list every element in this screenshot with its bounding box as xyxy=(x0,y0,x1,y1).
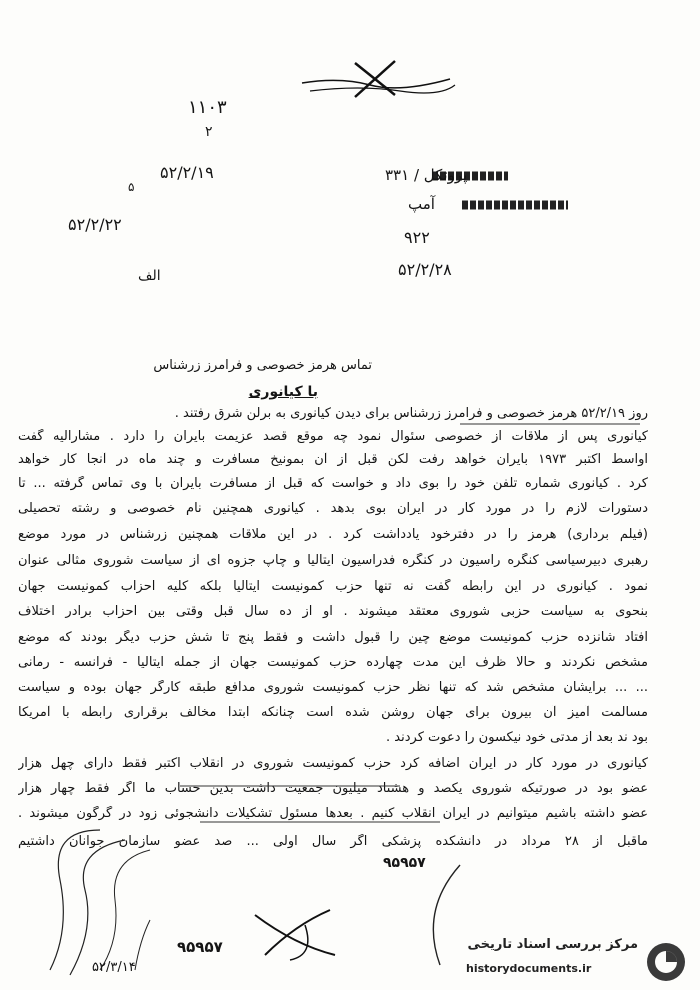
code-number: ۹۲۲ xyxy=(404,228,430,247)
body-line: عضو بود در صورتیکه شوروی یکصد و هشتاد میلیون جمعیت داشت بدین حساب ما اگر فقط چهار هزار xyxy=(18,781,648,796)
body-line: افتاد شانزده حزب کمونیست موضع چین را قبول داشت و فقط پنج تا شش حزب دیگر بودند که موضع xyxy=(18,630,648,645)
body-line: بود ند بعد از مدتی خود نیکسون را دعوت کردند . xyxy=(386,730,648,745)
archive-name: مرکز بررسی اسناد تاریخی xyxy=(467,937,638,952)
body-line: دستورات لازم را در مورد کار در ایران بوی بدهد . کیانوری همچنین نام خصوصی و رشته تحصیلی xyxy=(18,501,648,516)
archive-website: historydocuments.ir xyxy=(466,962,592,975)
body-line: نمود . کیانوری در این رابطه گفت نه تنها حزب کمونیست ایتالیا بلکه کلیه احزاب کمونیست جهان xyxy=(18,579,648,594)
body-line: کیانوری در مورد کار در ایران اضافه کرد حزب کمونیست شوروی در انقلاب اکتبر فقط دارای چهل هزار xyxy=(18,756,648,771)
date-filed: ۵۲/۲/۲۲ xyxy=(68,215,122,234)
underline-marks xyxy=(80,414,680,854)
stamp-number-upper: ۹۵۹۵۷ xyxy=(383,855,426,871)
body-line: عضو داشته باشیم میتوانیم در ایران انقلاب کنیم . بعدها مسئول تشکیلات دانشجوئی زود در گرگون میشوند . xyxy=(18,806,648,821)
document-number: ۱۱۰۳ xyxy=(188,97,227,118)
with-whom-line: با کیانوری xyxy=(248,384,318,400)
body-line: کیانوری پس از ملاقات از خصوصی سئوال نمود چه موقع قصد عزیمت بایران را دارد . مشارالیه گفت xyxy=(18,429,648,444)
bracket-scribble xyxy=(400,860,480,970)
body-line: رهبری دبیرسیاسی کنگره راسیون در کنگره فدراسیون ایتالیا و چاپ جزوه ای از سیاست شوروی مثالی عنوان xyxy=(18,553,648,568)
body-line: مسالمت آمیز آن بیرون برای جهان روشن شده است چنانکه ابتدا مخالف برقراری رابطه با آمریکا xyxy=(18,705,648,720)
stamp-date: ۵۲/۳/۱۴ xyxy=(92,960,136,975)
archive-logo-icon xyxy=(644,940,688,984)
document-number-sub: ۲ xyxy=(205,124,213,140)
date-received: ۵۲/۲/۱۹ xyxy=(160,163,214,182)
handwritten-scribbles xyxy=(40,820,180,980)
body-line: کرد . کیانوری شماره تلفن خود را بوی داد و خواست که قبل از مسافرت بایران با وی تماس گرفته ... تا xyxy=(18,476,648,491)
classification-letter: الف xyxy=(138,268,161,284)
subject-line: تماس هرمز خصوصی و فرامرز زرشناس xyxy=(153,358,372,373)
amp-label: آمپ xyxy=(408,195,435,213)
body-line: مشخص نکردند و حالا ظرف این مدت چهارده حزب کمونیست جهان از جمله ایتالیا - فرانسه - رمانی xyxy=(18,655,648,670)
marker-5: ۵ xyxy=(128,180,135,194)
signature-cross xyxy=(245,905,345,965)
redaction-mark-2 xyxy=(460,195,570,215)
cross-out-scribble-top xyxy=(300,55,460,100)
stamp-number: ۹۵۹۵۷ xyxy=(177,938,223,956)
protocol-number: پروتکل / ۳۳۱ xyxy=(385,166,468,184)
date-document: ۵۲/۲/۲۸ xyxy=(398,260,452,279)
body-line: روز ۵۲/۲/۱۹ هرمز خصوصی و فرامرز زرشناس برای دیدن کیانوری به برلن شرق رفتند . xyxy=(174,406,648,421)
body-line: (فیلم برداری) هرمز را در دفترخود یادداشت کرد . در این ملاقات همچنین زرشناس در مورد موضع xyxy=(18,527,648,542)
body-line: ماقبل از ۲۸ مرداد در دانشکده پزشکی اگر سال اولی ... صد عضو سازمان جوانان داشتیم xyxy=(18,834,648,849)
body-line: ... ... برایشان مشخص شد که تنها نظر حزب کمونیست شوروی مدافع طبقه کارگر جهان بوده و سیاست xyxy=(18,680,648,695)
body-line: اواسط اکتبر ۱۹۷۳ بایران خواهد رفت لکن قبل از آن بمونیخ مسافرت و چند ماه در آنجا کار خواهد xyxy=(18,452,648,467)
body-line: بنحوی به سیاست حزبی شوروی معتقد میشوند . او از ده سال قبل وقتی بین احزاب برادر اختلاف xyxy=(18,604,648,619)
